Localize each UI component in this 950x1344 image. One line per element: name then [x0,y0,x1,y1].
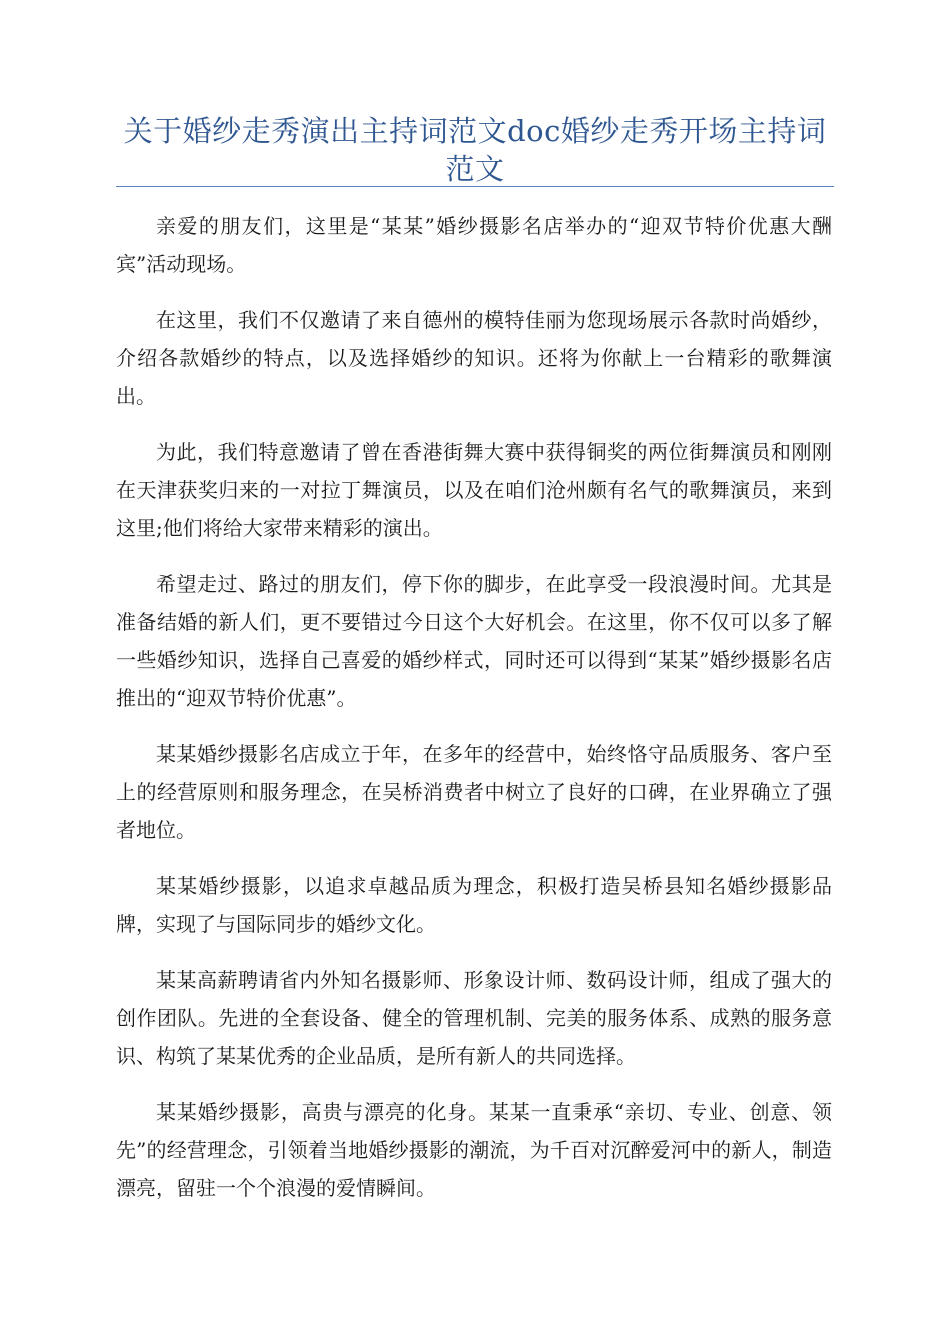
paragraph: 在这里，我们不仅邀请了来自德州的模特佳丽为您现场展示各款时尚婚纱，介绍各款婚纱的特点，以及选择婚纱的知识。还将为你献上一台精彩的歌舞演出。 [116,308,832,408]
document-title: 关于婚纱走秀演出主持词范文doc婚纱走秀开场主持词范文 [123,114,827,186]
paragraph: 为此，我们特意邀请了曾在香港街舞大赛中获得铜奖的两位街舞演员和刚刚在天津获奖归来的一对拉丁舞演员，以及在咱们沧州颇有名气的歌舞演员，来到这里;他们将给大家带来精彩的演出。 [116,440,832,540]
title-underline [116,186,834,187]
paragraph: 某某婚纱摄影，以追求卓越品质为理念，积极打造吴桥县知名婚纱摄影品牌，实现了与国际同步的婚纱文化。 [116,874,832,936]
paragraph: 希望走过、路过的朋友们，停下你的脚步，在此享受一段浪漫时间。尤其是准备结婚的新人们，更不要错过今日这个大好机会。在这里，你不仅可以多了解一些婚纱知识，选择自己喜爱的婚纱样式，同时还可以得到“某某”婚纱摄影名店推出的“迎双节特价优惠”。 [116,572,832,710]
paragraph: 某某婚纱摄影名店成立于年，在多年的经营中，始终恪守品质服务、客户至上的经营原则和服务理念，在吴桥消费者中树立了良好的口碑，在业界确立了强者地位。 [116,742,832,842]
paragraph: 某某婚纱摄影，高贵与漂亮的化身。某某一直秉承“亲切、专业、创意、领先”的经营理念，引领着当地婚纱摄影的潮流，为千百对沉醉爱河中的新人，制造漂亮，留驻一个个浪漫的爱情瞬间。 [116,1100,832,1200]
paragraph: 亲爱的朋友们，这里是“某某”婚纱摄影名店举办的“迎双节特价优惠大酬宾”活动现场。 [116,214,832,276]
paragraph: 某某高薪聘请省内外知名摄影师、形象设计师、数码设计师，组成了强大的创作团队。先进的全套设备、健全的管理机制、完美的服务体系、成熟的服务意识、构筑了某某优秀的企业品质，是所有新人的共同选择。 [116,968,832,1068]
document-body [116,207,832,1225]
